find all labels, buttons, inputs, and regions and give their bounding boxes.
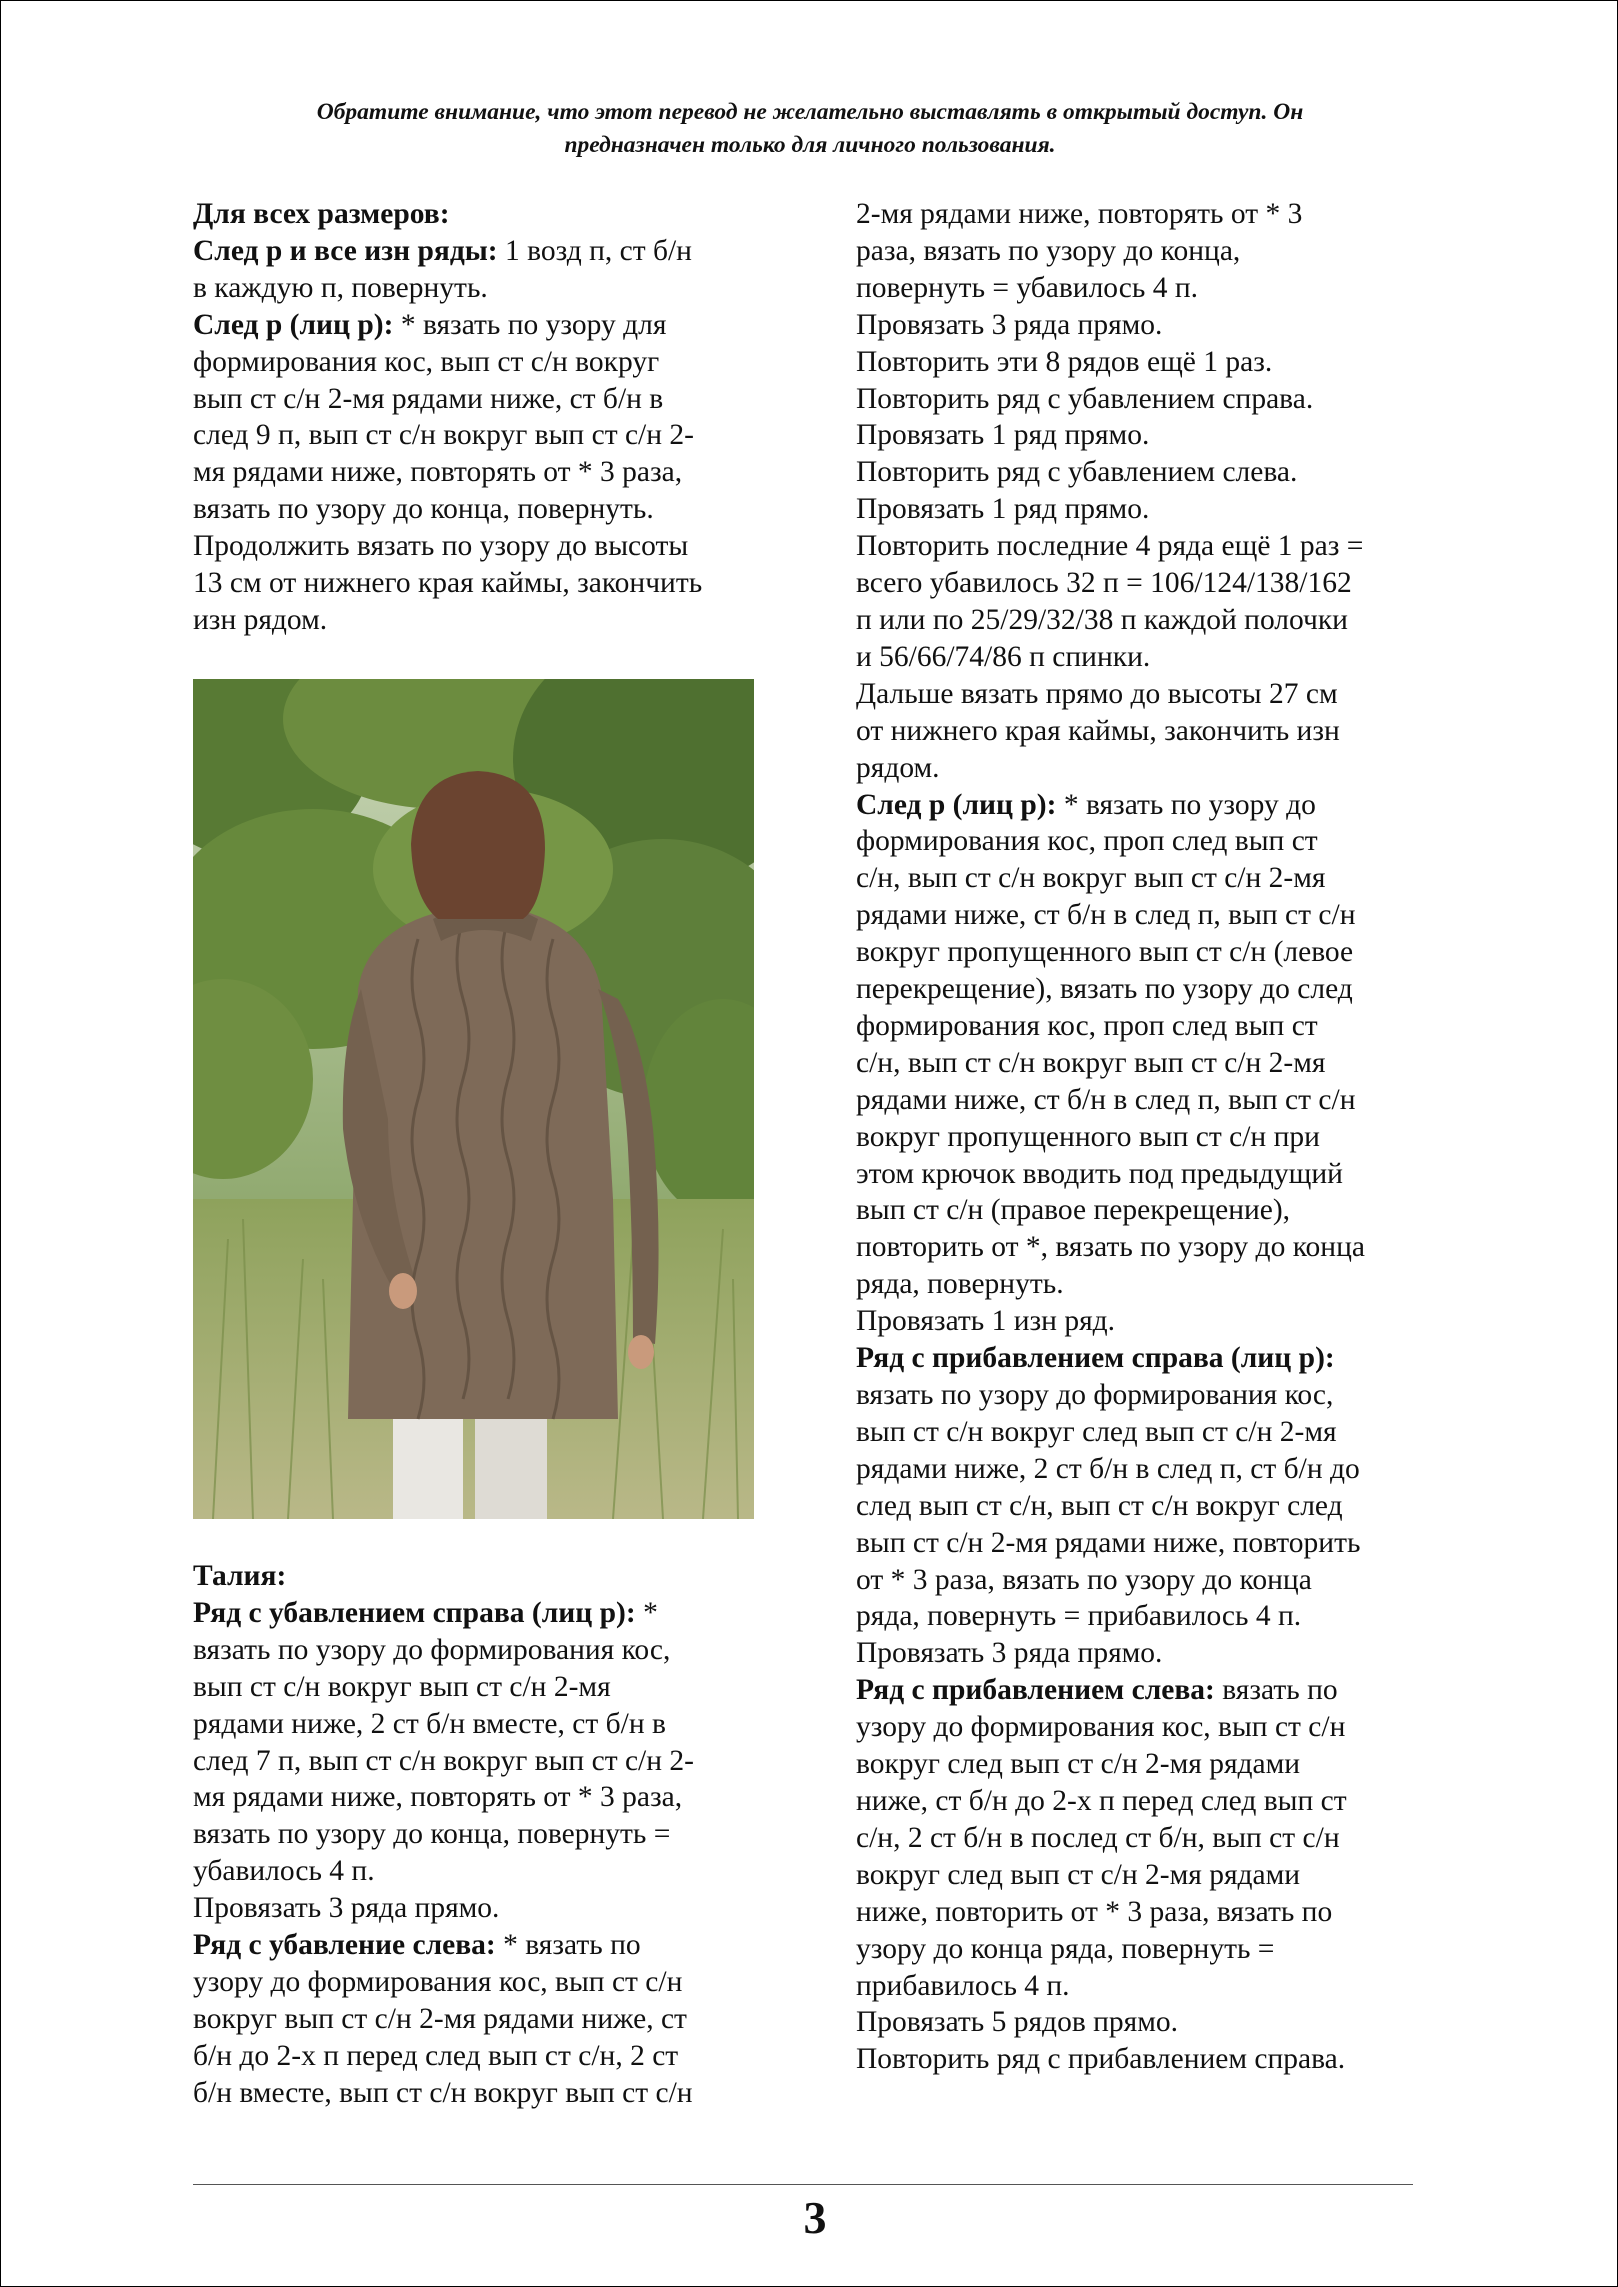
row-label: Ряд с убавление слева: — [193, 1929, 496, 1962]
text-run: * — [635, 1596, 658, 1629]
text-line: повторить от *, вязать по узору до конца — [856, 1231, 1365, 1264]
text-line: вып ст с/н вокруг вып ст с/н 2-мя — [193, 1670, 611, 1703]
text-line: Повторить ряд с убавлением справа. — [856, 382, 1314, 415]
text-line: Повторить эти 8 рядов ещё 1 раз. — [856, 345, 1273, 378]
text-line: рядом. — [856, 751, 940, 784]
text-line: формирования кос, вып ст с/н вокруг — [193, 345, 660, 378]
text-line: Повторить последние 4 ряда ещё 1 раз = — [856, 530, 1364, 563]
text-line — [856, 787, 1456, 824]
text-run: * вязать по узору для — [393, 308, 667, 341]
text-line: 2-мя рядами ниже, повторять от * 3 — [856, 198, 1303, 230]
text-line: Провязать 3 ряда прямо. — [193, 1892, 500, 1925]
left-column-lower — [193, 1558, 783, 2112]
right-column — [856, 196, 1456, 2078]
notice-line-2: предназначен только для личного пользования. — [564, 132, 1056, 158]
text-line: с/н, 2 ст б/н в послед ст б/н, вып ст с/н — [856, 1821, 1340, 1854]
text-line: б/н вместе, вып ст с/н вокруг вып ст с/н — [193, 2076, 693, 2109]
text-line: вып ст с/н 2-мя рядами ниже, повторить — [856, 1526, 1361, 1559]
text-line: раза, вязать по узору до конца, — [856, 234, 1241, 267]
text-run: * вязать по узору до — [1056, 788, 1316, 821]
text-line: вязать по узору до конца, повернуть = — [193, 1818, 671, 1851]
row-label: Ряд с прибавлением слева: — [856, 1674, 1215, 1707]
text-line: всего убавилось 32 п = 106/124/138/162 — [856, 567, 1352, 600]
text-line: вокруг пропущенного вып ст с/н (левое — [856, 936, 1354, 969]
row-label-increase-right: Ряд с прибавлением справа (лиц р): — [856, 1342, 1335, 1375]
section-heading-all-sizes: Для всех размеров: — [193, 198, 450, 230]
text-line: убавилось 4 п. — [193, 1855, 375, 1888]
text-line — [856, 1672, 1456, 1709]
text-line: вокруг след вып ст с/н 2-мя рядами — [856, 1748, 1301, 1781]
text-line: Повторить ряд с прибавлением справа. — [856, 2043, 1346, 2076]
text-line — [193, 1927, 783, 1964]
text-line: узору до конца ряда, повернуть = — [856, 1932, 1275, 1965]
text-line: вокруг вып ст с/н 2-мя рядами ниже, ст — [193, 2002, 687, 2035]
footer-rule — [193, 2184, 1413, 2185]
text-line: Провязать 3 ряда прямо. — [856, 308, 1163, 341]
text-line: повернуть = убавилось 4 п. — [856, 271, 1199, 304]
left-hand — [389, 1273, 417, 1309]
text-line: Провязать 5 рядов прямо. — [856, 2006, 1179, 2039]
text-run: * вязать по — [495, 1929, 641, 1962]
text-line: от нижнего края каймы, закончить изн — [856, 714, 1340, 747]
text-line: в каждую п, повернуть. — [193, 271, 488, 304]
text-line: вязать по узору до формирования кос, — [856, 1379, 1334, 1411]
text-line: вокруг пропущенного вып ст с/н при — [856, 1120, 1320, 1153]
text-line: с/н, вып ст с/н вокруг вып ст с/н 2-мя — [856, 862, 1326, 895]
text-line: рядами ниже, 2 ст б/н вместе, ст б/н в — [193, 1707, 666, 1740]
right-hand — [628, 1335, 654, 1369]
text-line: ряда, повернуть. — [856, 1268, 1064, 1301]
text-line: узору до формирования кос, вып ст с/н — [193, 1965, 683, 1998]
text-line — [193, 233, 783, 270]
page-number: 3 — [803, 2192, 827, 2243]
text-line: изн рядом. — [193, 603, 328, 636]
text-line — [193, 307, 783, 344]
text-line — [193, 1595, 783, 1632]
text-line: 13 см от нижнего края каймы, закончить — [193, 567, 703, 600]
hair — [411, 771, 545, 919]
text-line: рядами ниже, ст б/н в след п, вып ст с/н — [856, 1083, 1356, 1116]
notice-line-1: Обратите внимание, что этот перевод не желательно выставлять в открытый доступ. Он — [316, 99, 1304, 125]
text-line: Провязать 3 ряда прямо. — [856, 1637, 1163, 1670]
text-line: вязать по узору до формирования кос, — [193, 1633, 671, 1666]
row-label: След р (лиц р): — [193, 308, 394, 341]
text-line: рядами ниже, 2 ст б/н в след п, ст б/н до — [856, 1452, 1360, 1485]
section-heading-waist: Талия: — [193, 1560, 287, 1592]
row-label: След р (лиц р): — [856, 788, 1057, 821]
text-run: вязать по — [1214, 1674, 1338, 1707]
text-line: Провязать 1 ряд прямо. — [856, 419, 1150, 452]
text-line: след 9 п, вып ст с/н вокруг вып ст с/н 2- — [193, 419, 694, 452]
text-run: 1 возд п, ст б/н — [497, 234, 692, 267]
text-line: ряда, повернуть = прибавилось 4 п. — [856, 1600, 1302, 1633]
copyright-notice — [190, 96, 1430, 162]
text-line: рядами ниже, ст б/н в след п, вып ст с/н — [856, 899, 1356, 932]
text-line: формирования кос, проп след вып ст — [856, 1009, 1318, 1042]
text-line: ниже, повторить от * 3 раза, вязать по — [856, 1895, 1333, 1928]
text-line: п или по 25/29/32/38 п каждой полочки — [856, 603, 1348, 636]
text-line: и 56/66/74/86 п спинки. — [856, 640, 1151, 673]
text-line: от * 3 раза, вязать по узору до конца — [856, 1563, 1312, 1596]
text-line: след вып ст с/н, вып ст с/н вокруг след — [856, 1489, 1343, 1522]
row-label: Ряд с убавлением справа (лиц р): — [193, 1596, 636, 1629]
text-line: вязать по узору до конца, повернуть. — [193, 493, 654, 526]
text-line: перекрещение), вязать по узору до след — [856, 973, 1353, 1006]
text-line: формирования кос, проп след вып ст — [856, 825, 1318, 858]
text-line: мя рядами ниже, повторять от * 3 раза, — [193, 1781, 683, 1814]
text-line: б/н до 2-х п перед след вып ст с/н, 2 ст — [193, 2039, 679, 2072]
sweater-photo — [193, 679, 754, 1519]
text-line: узору до формирования кос, вып ст с/н — [856, 1711, 1346, 1744]
text-line: этом крючок вводить под предыдущий — [856, 1157, 1343, 1190]
text-line: Провязать 1 изн ряд. — [856, 1305, 1116, 1338]
text-line: вып ст с/н 2-мя рядами ниже, ст б/н в — [193, 382, 664, 415]
left-column-upper — [193, 196, 783, 639]
row-label: След р и все изн ряды: — [193, 234, 498, 267]
text-line: вокруг след вып ст с/н 2-мя рядами — [856, 1858, 1301, 1891]
text-line: мя рядами ниже, повторять от * 3 раза, — [193, 456, 683, 489]
text-line: прибавилось 4 п. — [856, 1969, 1070, 2002]
text-line: вып ст с/н (правое перекрещение), — [856, 1194, 1291, 1227]
text-line: след 7 п, вып ст с/н вокруг вып ст с/н 2- — [193, 1744, 694, 1777]
text-line: с/н, вып ст с/н вокруг вып ст с/н 2-мя — [856, 1046, 1326, 1079]
text-line: вып ст с/н вокруг след вып ст с/н 2-мя — [856, 1415, 1337, 1448]
photo-illustration — [193, 679, 754, 1519]
text-line: Дальше вязать прямо до высоты 27 см — [856, 677, 1338, 710]
text-line: Повторить ряд с убавлением слева. — [856, 456, 1298, 489]
text-line: Провязать 1 ряд прямо. — [856, 493, 1150, 526]
text-line: Продолжить вязать по узору до высоты — [193, 530, 689, 563]
text-line: ниже, ст б/н до 2-х п перед след вып ст — [856, 1784, 1347, 1817]
